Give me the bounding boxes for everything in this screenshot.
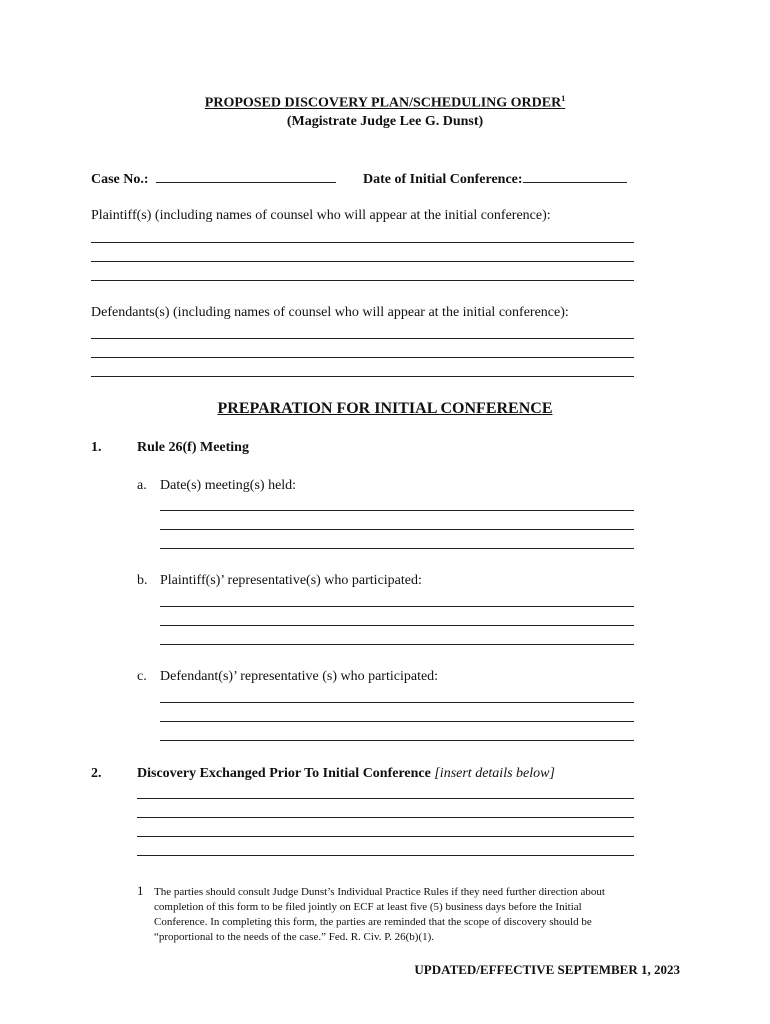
footnote-line-2: completion of this form to be filed jointly on ECF at least five (5) business days before the Initial [154,901,582,913]
page-subtitle: (Magistrate Judge Lee G. Dunst) [286,114,484,129]
section-heading: PREPARATION FOR INITIAL CONFERENCE [217,400,553,417]
item-1b-label: Plaintiff(s)’ representative(s) who participated: [160,573,422,588]
item-2-title: Discovery Exchanged Prior To Initial Conference [137,766,431,781]
item-1c-line-1[interactable] [160,702,634,703]
title-footnote-mark: 1 [561,94,566,103]
page-title [0,94,770,112]
conference-date-field[interactable] [523,170,627,183]
conference-date-row [363,170,627,188]
footnote-line-3: Conference. In completing this form, the parties are reminded that the scope of discovery should be [154,916,592,928]
item-2-heading [137,766,555,782]
item-1c-line-3[interactable] [160,740,634,741]
conference-date-label: Date of Initial Conference: [363,172,523,187]
item-2-note: [insert details below] [434,766,555,781]
plaintiffs-line-3[interactable] [91,280,634,281]
item-1a-line-1[interactable] [160,510,634,511]
item-2-line-2[interactable] [137,817,634,818]
case-no-label: Case No.: [91,172,149,187]
updated-footer: UPDATED/EFFECTIVE SEPTEMBER 1, 2023 [414,962,680,977]
defendants-line-3[interactable] [91,376,634,377]
item-1a-letter: a. [137,478,147,493]
item-1c-letter: c. [137,669,147,684]
defendants-line-1[interactable] [91,338,634,339]
plaintiffs-line-1[interactable] [91,242,634,243]
item-1-title: Rule 26(f) Meeting [137,440,249,455]
item-1c-label: Defendant(s)’ representative (s) who participated: [160,669,439,684]
plaintiffs-label: Plaintiff(s) (including names of counsel who will appear at the initial conference): [91,208,551,223]
item-1a-line-3[interactable] [160,548,634,549]
item-1b-line-1[interactable] [160,606,634,607]
footnote-line-4: “proportional to the needs of the case.” Fed. R. Civ. P. 26(b)(1). [154,931,435,943]
item-2-line-1[interactable] [137,798,634,799]
item-2-line-3[interactable] [137,836,634,837]
item-1-number: 1. [91,440,102,455]
item-1a-line-2[interactable] [160,529,634,530]
item-2-number: 2. [91,766,102,781]
defendants-label: Defendants(s) (including names of counsel who will appear at the initial conference): [91,305,569,320]
footnote-number: 1 [137,883,144,898]
plaintiffs-line-2[interactable] [91,261,634,262]
case-no-field[interactable] [156,170,336,183]
item-1b-line-3[interactable] [160,644,634,645]
item-1a-label: Date(s) meeting(s) held: [160,478,297,493]
item-2-line-4[interactable] [137,855,634,856]
title-text: PROPOSED DISCOVERY PLAN/SCHEDULING ORDER [204,95,562,111]
footnote-line-1: The parties should consult Judge Dunst’s Individual Practice Rules if they need further direction about [154,886,605,898]
item-1b-letter: b. [137,573,148,588]
item-1b-line-2[interactable] [160,625,634,626]
case-no-row [91,170,336,188]
item-1c-line-2[interactable] [160,721,634,722]
defendants-line-2[interactable] [91,357,634,358]
